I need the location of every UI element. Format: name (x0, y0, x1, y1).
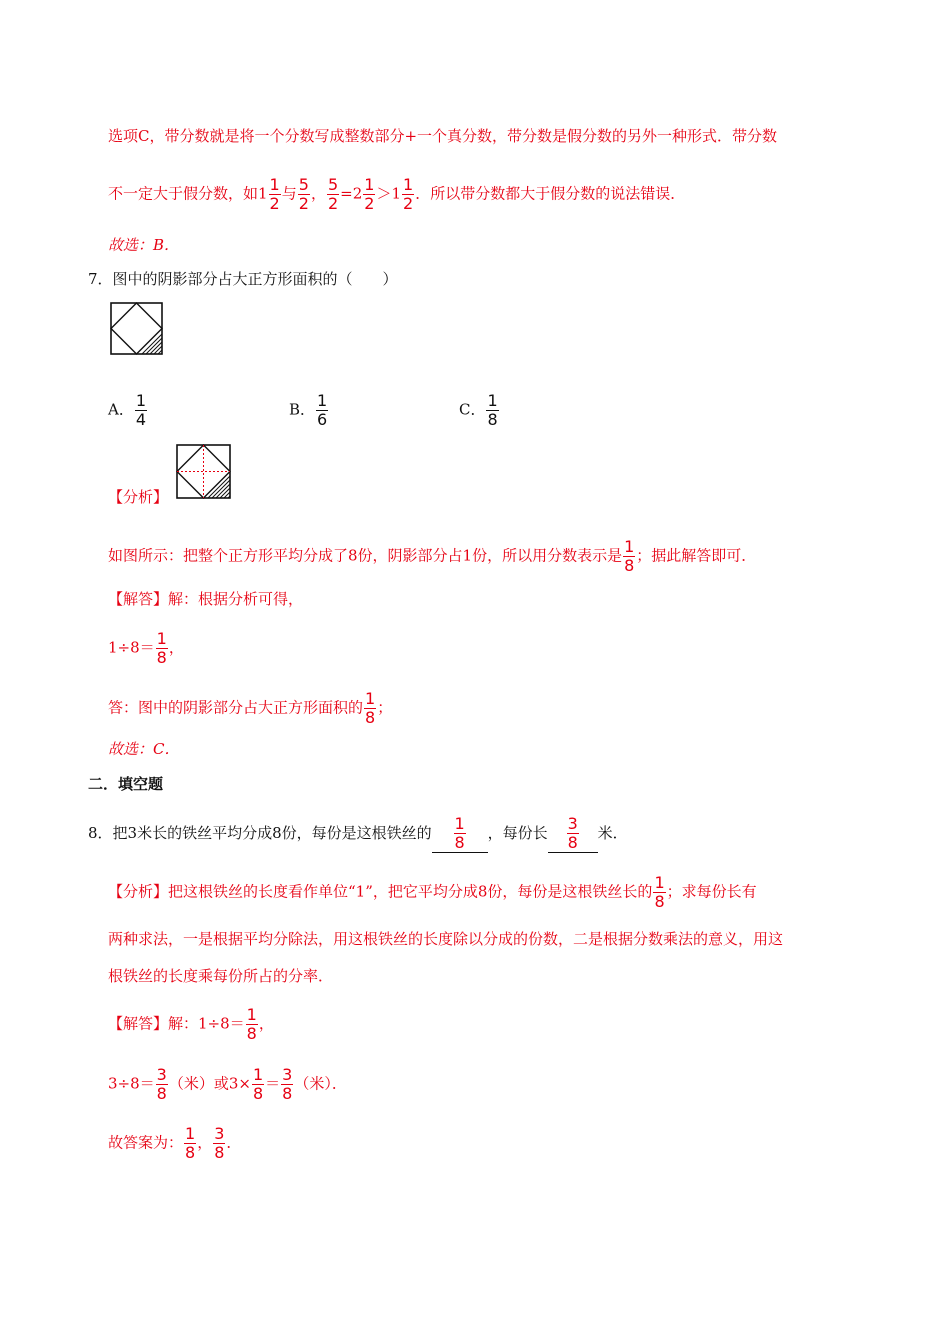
q7-analysis-text: 如图所示：把整个正方形平均分成了8份，阴影部分占1份，所以用分数表示是 $\frac{1}{8}$ ；据此解答即可． (108, 537, 757, 575)
q7-answer-text: 答：图中的阴影部分占大正方形面积的 $\frac{1}{8}$ ； (108, 689, 393, 727)
q8-analysis-line1: 【分析】把这根铁丝的长度看作单位“1”，把它平均分成8份，每份是这根铁丝长的 $\frac{1}{8}$ ；求每份长有 (108, 873, 757, 911)
blank-2[interactable]: $\frac{3}{8}$ (548, 815, 598, 853)
option-a[interactable]: A． $\frac{1}{4}$ (108, 391, 147, 429)
q8-calc: 3÷8＝ $\frac{3}{8}$ （米）或3× $\frac{1}{8}$ ＝ $\frac{3}{8}$ （米）． (108, 1065, 347, 1103)
q6-line1: 选项C，带分数就是将一个分数写成整数部分+一个真分数，带分数是假分数的另外一种形式．带分数 (108, 127, 778, 145)
fraction-5-2: $\frac{5}{2}$ (298, 175, 309, 213)
fraction-1-2: $\frac{1}{2}$ (403, 175, 414, 213)
q8-final-answer: 故答案为： $\frac{1}{8}$ ， $\frac{3}{8}$ ． (108, 1124, 242, 1162)
blank-1[interactable]: $\frac{1}{8}$ (432, 815, 488, 853)
q7-calc: 1÷8＝ $\frac{1}{8}$ ， (108, 629, 184, 667)
q7-analysis-figure (176, 444, 232, 500)
q7-square-figure (110, 302, 164, 356)
q7-analysis-label: 【分析】 (108, 488, 169, 506)
q7-solution: 【解答】解：根据分析可得， (108, 590, 304, 608)
fraction-5-2: $\frac{5}{2}$ (327, 175, 339, 213)
q6-line2: 不一定大于假分数，如1 $\frac{1}{2}$ 与 $\frac{5}{2}$ ， $\frac{5}{2}$ =2 $\frac{1}{2}$ ＞1 $\frac{1}{2}$ ．所以带分数都大于假分数的说法错误． (108, 175, 686, 213)
q8-analysis-line2: 两种求法，一是根据平均分除法，用这根铁丝的长度除以分成的份数，二是根据分数乘法的意义，用这 (108, 930, 784, 948)
q8-solution: 【解答】解：1÷8＝ $\frac{1}{8}$ ， (108, 1005, 274, 1043)
option-c[interactable]: C． $\frac{1}{8}$ (459, 391, 498, 429)
option-b[interactable]: B． $\frac{1}{6}$ (289, 391, 328, 429)
fraction-1-2: $\frac{1}{2}$ (269, 175, 280, 213)
section-title: 二．填空题 (88, 775, 164, 793)
q6-answer: 故选：B． (108, 236, 180, 254)
q7-stem: 7．图中的阴影部分占大正方形面积的（ ） (88, 270, 398, 288)
q8-stem: 8．把3米长的铁丝平均分成8份，每份是这根铁丝的 $\frac{1}{8}$ ，每份长 $\frac{3}{8}$ 米． (88, 814, 628, 852)
q8-analysis-line3: 根铁丝的长度乘每份所占的分率． (108, 967, 334, 985)
fraction-1-2: $\frac{1}{2}$ (364, 175, 375, 213)
q7-choose: 故选：C． (108, 740, 180, 758)
